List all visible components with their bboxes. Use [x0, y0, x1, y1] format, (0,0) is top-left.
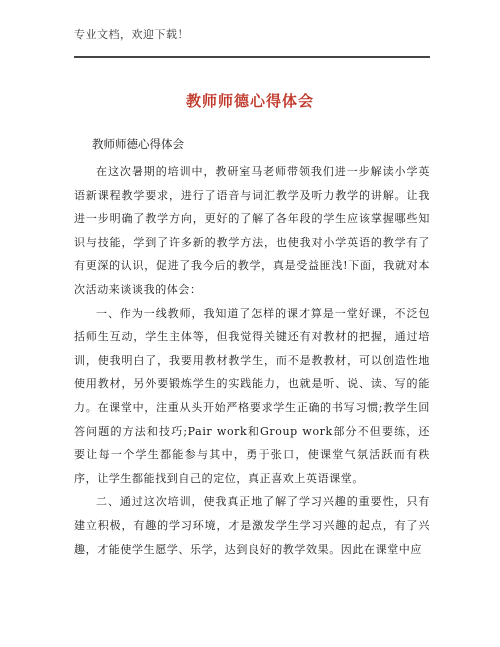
header-divider	[74, 56, 430, 58]
document-title: 教师师德心得体会	[185, 92, 314, 110]
document-subtitle: 教师师德心得体会	[92, 137, 184, 151]
body-paragraph: 在这次暑期的培训中，教研室马老师带领我们进一步解读小学英语新课程教学要求，进行了语音与词汇教学及听力教学的讲解。让我进一步明确了教学方向，更好的了解了各年段的学生应该掌握哪些知识与技能，学到了许多新的教学方法，也使我对小学英语的教学有了有更深的认识，促进了我今后的教学，真是受益匪浅!下面，我就对本次活动来谈谈我的体会：	[74, 165, 430, 296]
document-body	[74, 160, 430, 561]
header-note: 专业文档，欢迎下载！	[74, 28, 189, 41]
body-paragraph: 二、通过这次培训，使我真正地了解了学习兴趣的重要性，只有建立积极，有趣的学习环境，才是激发学生学习兴趣的起点，有了兴趣，才能使学生愿学、乐学，达到良好的教学效果。因此在课堂中应	[74, 495, 430, 556]
body-paragraph: 一、作为一线教师，我知道了怎样的课才算是一堂好课，不泛包括师生互动，学生主体等，但我觉得关键还有对教材的把握，通过培训，使我明白了，我要用教材教学生，而不是教教材，可以创造性地使用教材，另外要锻炼学生的实践能力，也就是听、说、读、写的能力。在课堂中，注重从头开始严格要求学生正确的书写习惯;教学生回答问题的方法和技巧;Pair work和Group work部分不但要练，还要让每一个学生都能参与其中，勇于张口，使课堂气氛活跃而有秩序，让学生都能找到自己的定位，真正喜欢上英语课堂。	[74, 306, 430, 485]
